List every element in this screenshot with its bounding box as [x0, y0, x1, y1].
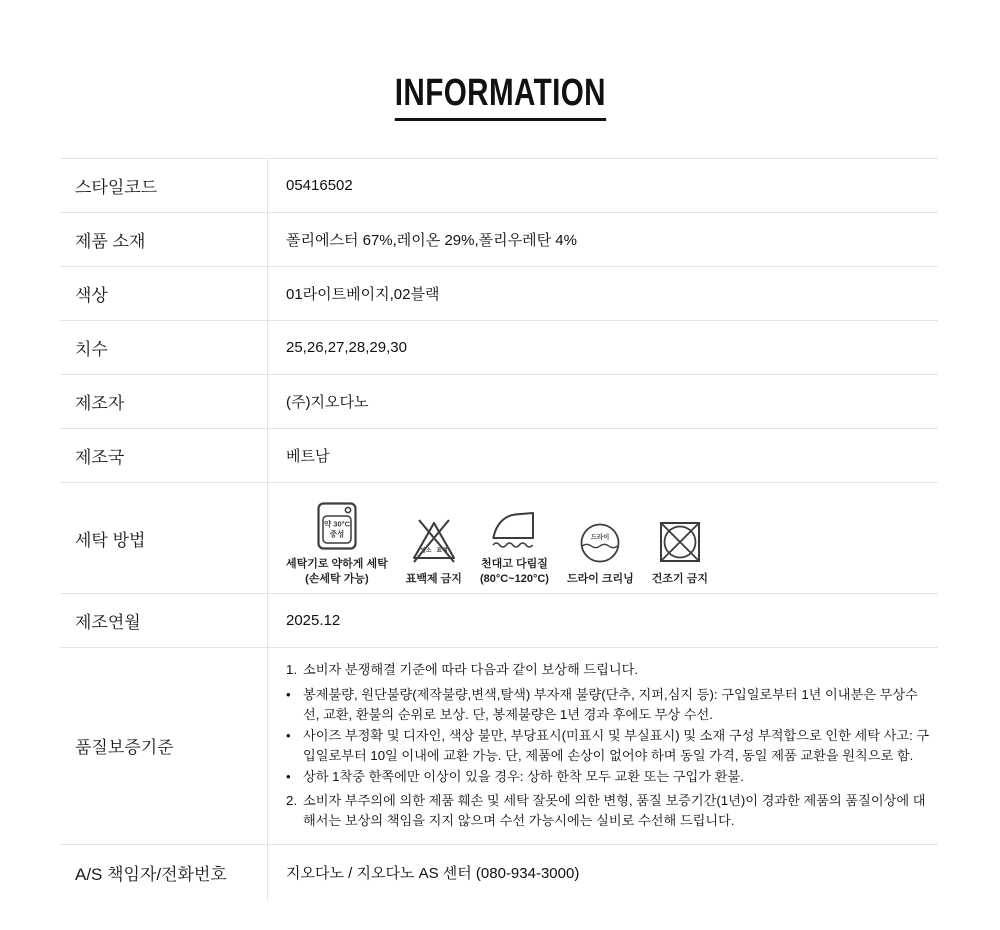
row-value: 지오다노 / 지오다노 AS 센터 (080-934-3000) [286, 864, 580, 882]
row-value: 베트남 [286, 448, 330, 465]
table-row-care [60, 482, 938, 593]
table-row-size [60, 320, 938, 374]
warranty-text [267, 648, 938, 844]
iron-icon [487, 496, 541, 552]
row-value: 2025.12 [286, 612, 341, 629]
row-label: A/S 책임자/전화번호 [75, 864, 227, 884]
page-title: INFORMATION [394, 74, 605, 121]
care-item-no-tumble-dry [652, 511, 708, 586]
warranty-item: • 봉제불량, 원단불량(제작불량,변색,탈색) 부자재 불량(단추, 지퍼,심지 등): 구입일로부터 1년 이내분은 무상수선, 교환, 환불의 순위로 보상. 단, 봉제불량은 1년 경과 후에도 무상 수선. [286, 687, 918, 723]
care-caption: 천대고 다림질 (80°C~120°C) [479, 558, 549, 585]
page-header [0, 0, 1000, 121]
care-icons-cell [267, 483, 938, 593]
table-row-material [60, 212, 938, 266]
row-label: 품질보증기준 [75, 738, 174, 758]
product-info-table [60, 158, 938, 900]
column-divider [267, 158, 268, 900]
row-label: 제조국 [75, 448, 125, 467]
table-row-color [60, 266, 938, 320]
care-item-dry-clean [567, 511, 634, 586]
table-row-manufacture-date [60, 593, 938, 647]
table-row-as-contact [60, 844, 938, 900]
svg-text:드라이: 드라이 [591, 533, 610, 541]
care-icon-strip [286, 490, 708, 586]
row-label: 스타일코드 [75, 178, 158, 197]
row-label: 치수 [75, 340, 108, 359]
svg-text:약 30°C: 약 30°C [323, 519, 350, 529]
warranty-item: 1. 소비자 분쟁해결 기준에 따라 다음과 같이 보상해 드립니다. [286, 662, 639, 677]
care-caption: 표백제 금지 [405, 572, 462, 585]
warranty-item: 2. 소비자 부주의에 의한 제품 훼손 및 세탁 잘못에 의한 변형, 품질 보증기간(1년)이 경과한 제품의 품질이상에 대해서는 보상의 책임을 지지 않으며 수선 가능시에는 실비로 수선해 드립니다. [286, 793, 926, 829]
no-bleach-icon [408, 511, 460, 567]
care-item-iron [480, 496, 549, 586]
warranty-item: • 사이즈 부정확 및 디자인, 색상 불만, 부당표시(미표시 및 부실표시) 및 소재 구성 부적합으로 인한 세탁 사고: 구입일로부터 10일 이내에 교환 가능. 단, 제품에 손상이 없어야 하며 동일 가격, 동일 제품 교환을 원칙으로 함. [286, 728, 930, 764]
row-label: 세탁 방법 [75, 530, 146, 550]
svg-text:중성: 중성 [329, 529, 345, 539]
row-value: 25,26,27,28,29,30 [286, 339, 407, 356]
row-label: 색상 [75, 286, 108, 305]
svg-text:염소: 염소 [420, 547, 432, 554]
warranty-cell [267, 648, 938, 844]
row-value: (주)지오다노 [286, 394, 369, 411]
machine-wash-icon [315, 496, 359, 552]
care-item-no-bleach [406, 511, 462, 586]
table-row-warranty [60, 647, 938, 844]
dry-clean-icon [575, 511, 625, 567]
row-value: 01라이트베이지,02블랙 [286, 286, 440, 303]
row-label: 제조자 [75, 394, 125, 413]
care-caption: 세탁기로 약하게 세탁 (손세탁 가능) [286, 558, 388, 585]
warranty-item: • 상하 1착중 한쪽에만 이상이 있을 경우: 상하 한착 모두 교환 또는 구입가 환불. [286, 769, 744, 785]
table-row-style-code [60, 158, 938, 212]
row-label: 제조연월 [75, 613, 141, 632]
care-item-machine-wash [286, 496, 388, 586]
care-caption: 드라이 크리닝 [566, 572, 634, 585]
svg-text:표백: 표백 [436, 547, 448, 554]
table-row-country [60, 428, 938, 482]
row-label: 제품 소재 [75, 232, 146, 251]
care-caption: 건조기 금지 [651, 572, 708, 585]
no-tumble-dry-icon [655, 511, 705, 567]
table-row-manufacturer [60, 374, 938, 428]
row-value: 폴리에스터 67%,레이온 29%,폴리우레탄 4% [286, 232, 577, 249]
row-value: 05416502 [286, 177, 353, 194]
